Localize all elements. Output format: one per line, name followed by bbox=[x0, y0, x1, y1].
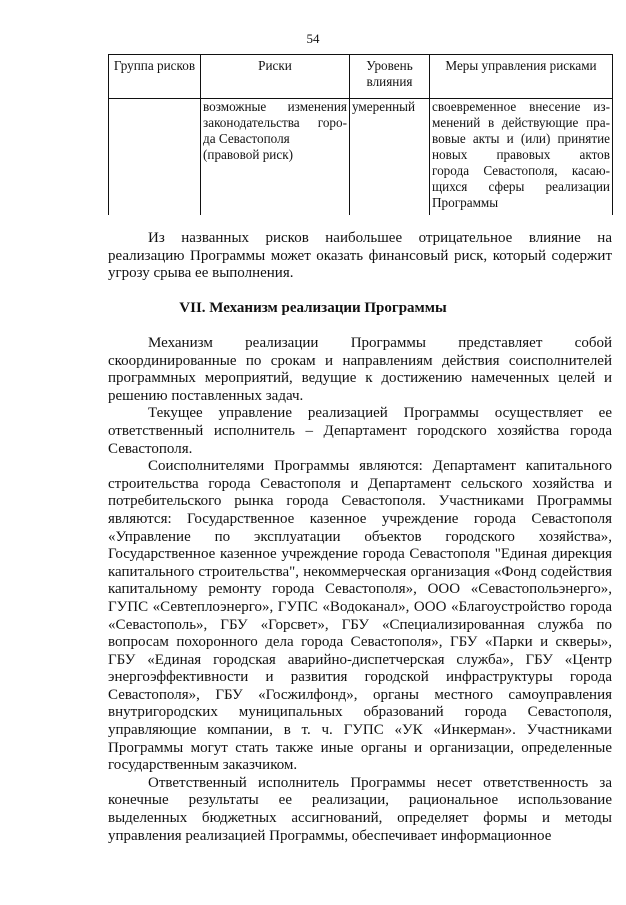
header-risk-group: Группа рисков bbox=[109, 55, 201, 99]
risk-line: да Севастополя bbox=[203, 131, 290, 146]
page-number: 54 bbox=[306, 31, 320, 46]
measure-line: своевременное внесение из- bbox=[432, 99, 610, 114]
measure-line: Программы bbox=[432, 195, 499, 210]
measure-line: города Севастополя, касаю- bbox=[432, 163, 610, 178]
risk-table bbox=[108, 54, 613, 215]
measure-line: менений в действующие пра- bbox=[432, 115, 610, 130]
cell-risk-group bbox=[109, 99, 201, 216]
risk-table-header-row bbox=[109, 55, 613, 99]
paragraph: Текущее управление реализацией Программы осуществляет ее ответственный исполнитель – Департамент городского хозяйства города Севастополя. bbox=[108, 405, 612, 457]
cell-impact: умеренный bbox=[350, 99, 430, 216]
cell-risk bbox=[201, 99, 350, 216]
measure-line: новых правовых актов bbox=[432, 147, 610, 162]
header-impact-level: Уровень влияния bbox=[350, 55, 430, 99]
cell-measures bbox=[430, 99, 613, 216]
measure-line: щихся сферы реализации bbox=[432, 179, 610, 194]
measure-line: вовые акты и (или) принятие bbox=[432, 131, 610, 146]
table-row bbox=[109, 99, 613, 216]
risk-line: (правовой риск) bbox=[203, 147, 294, 162]
header-risks: Риски bbox=[201, 55, 350, 99]
header-risk-measures: Меры управления рисками bbox=[430, 55, 613, 99]
intro-text bbox=[108, 230, 612, 283]
paragraph: Ответственный исполнитель Программы несет ответственность за конечные результаты ее реализации, рациональное использование выделенных бюджетных ассигнований, определяет формы и методы управления реализацией Программы, обеспечивает информационное bbox=[108, 774, 612, 844]
paragraph: Соисполнителями Программы являются: Департамент капитального строительства города Севастополя и Департамент сельского хозяйства и потребительского рынка города Севастополя. Участниками Программы являются: Государственное казенное учреждение города Севастополя «Управление по эксплуатации объектов городского хозяйства», Государственное казенное учреждение города Севастополя "Единая дирекция капитального строительства", некоммерческая организация «Фонд содействия капитальному ремонту города Севастополя», ООО «Севастопольэнерго», ГУПС «Севтеплоэнерго», ГУПС «Водоканал», ООО «Благоустройство города «Севастополь», ГБУ «Горсвет», ГБУ «Специализированная служба по вопросам похоронного дела города Севастополя», ГБУ «Парки и скверы», ГБУ «Единая городская аварийно-диспетчерская служба», ГБУ «Центр энергоэффективности и развития городской инфраструктуры города Севастополя», ГБУ «Госжилфонд», органы местного самоуправления внутригородских муниципальных образований города Севастополя, управляющие компании, в т. ч. ГУПС «УК «Инкерман». Участниками Программы могут стать также иные органы и организации, определенные государственным заказчиком. bbox=[108, 458, 612, 774]
paragraph: Механизм реализации Программы представляет собой скоординированные по срокам и направлениям действия соисполнителей программных мероприятий, ведущие к достижению намеченных целей и решению поставленных задач. bbox=[108, 335, 612, 404]
section-heading: VII. Механизм реализации Программы bbox=[179, 300, 447, 316]
risk-line: возможные изменения bbox=[203, 99, 347, 114]
section-body bbox=[108, 335, 612, 845]
risk-line: законодательства горо- bbox=[203, 115, 347, 130]
intro-paragraph: Из названных рисков наибольшее отрицательное влияние на реализацию Программы может оказать финансовый риск, который содержит угрозу срыва ее выполнения. bbox=[108, 230, 612, 282]
